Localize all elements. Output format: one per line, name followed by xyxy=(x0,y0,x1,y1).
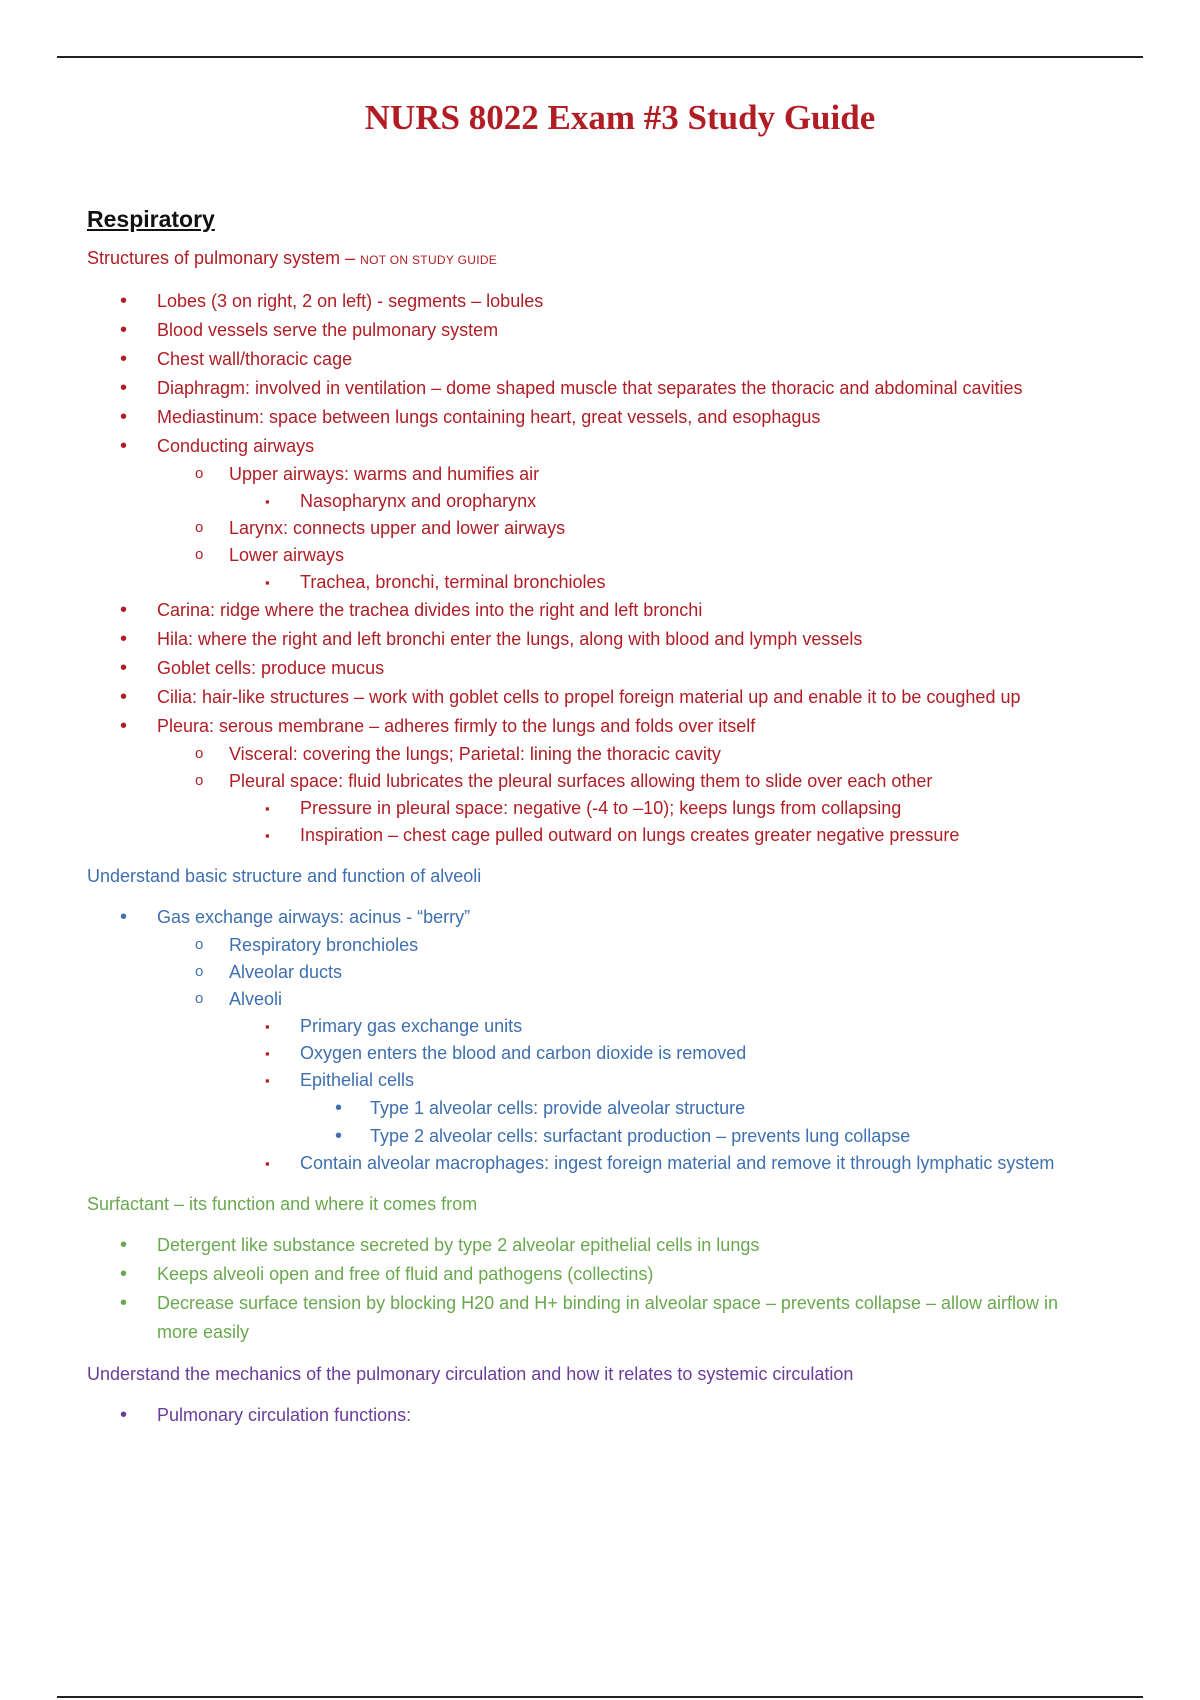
list-item: o Upper airways: warms and humifies air xyxy=(87,461,1147,488)
top-rule xyxy=(57,56,1143,58)
list-item: ▪ Nasopharynx and oropharynx xyxy=(87,488,1147,515)
surfactant-list xyxy=(87,1231,1147,1347)
list-item: • Mediastinum: space between lungs containing heart, great vessels, and esophagus xyxy=(87,403,1147,432)
list-item: • Conducting airways xyxy=(87,432,1147,461)
document-title: NURS 8022 Exam #3 Study Guide xyxy=(364,98,876,137)
list-item: ▪ Pressure in pleural space: negative (-4 to –10); keeps lungs from collapsing xyxy=(87,795,1147,822)
list-item: o Larynx: connects upper and lower airways xyxy=(87,515,1147,542)
list-item: o Alveolar ducts xyxy=(87,959,1147,986)
subhead-text: Structures of pulmonary system – xyxy=(87,248,356,268)
subhead-surfactant: Surfactant – its function and where it comes from xyxy=(87,1194,478,1214)
list-item: ▪ Epithelial cells xyxy=(87,1067,1147,1094)
list-item: o Visceral: covering the lungs; Parietal: lining the thoracic cavity xyxy=(87,741,1147,768)
subhead-circulation: Understand the mechanics of the pulmonary circulation and how it relates to systemic circulation xyxy=(87,1364,854,1384)
list-item: ▪ Oxygen enters the blood and carbon dioxide is removed xyxy=(87,1040,1147,1067)
list-item: • Hila: where the right and left bronchi enter the lungs, along with blood and lymph vessels xyxy=(87,625,1147,654)
circulation-list xyxy=(87,1401,1147,1430)
list-item: • Blood vessels serve the pulmonary system xyxy=(87,316,1147,345)
subhead-pulmonary-structures xyxy=(87,245,1147,273)
subhead-note: NOT ON STUDY GUIDE xyxy=(360,253,498,267)
list-item: • Chest wall/thoracic cage xyxy=(87,345,1147,374)
list-item: • Lobes (3 on right, 2 on left) - segments – lobules xyxy=(87,287,1147,316)
list-item: o Respiratory bronchioles xyxy=(87,932,1147,959)
list-item: ▪ Contain alveolar macrophages: ingest foreign material and remove it through lymphatic system xyxy=(87,1150,1147,1177)
list-item: • Pulmonary circulation functions: xyxy=(87,1401,1147,1430)
list-item-continuation: more easily xyxy=(157,1322,250,1342)
list-item: o Pleural space: fluid lubricates the pleural surfaces allowing them to slide over each other xyxy=(87,768,1147,795)
list-item: • Type 2 alveolar cells: surfactant production – prevents lung collapse xyxy=(87,1122,1147,1150)
list-item: • Gas exchange airways: acinus - “berry” xyxy=(87,903,1147,932)
list-item: • Cilia: hair-like structures – work with goblet cells to propel foreign material up and enable it to be coughed up xyxy=(87,683,1147,712)
list-item: • Goblet cells: produce mucus xyxy=(87,654,1147,683)
list-item: ▪ Trachea, bronchi, terminal bronchioles xyxy=(87,569,1147,596)
bottom-rule xyxy=(57,1696,1143,1698)
list-item: • Pleura: serous membrane – adheres firmly to the lungs and folds over itself xyxy=(87,712,1147,741)
list-item: ▪ Primary gas exchange units xyxy=(87,1013,1147,1040)
list-item: • Keeps alveoli open and free of fluid and pathogens (collectins) xyxy=(87,1260,1147,1289)
list-item: • Carina: ridge where the trachea divides into the right and left bronchi xyxy=(87,596,1147,625)
list-item: • Diaphragm: involved in ventilation – dome shaped muscle that separates the thoracic and abdominal cavities xyxy=(87,374,1147,403)
pulmonary-list xyxy=(87,287,1147,849)
section-heading-respiratory: Respiratory xyxy=(87,206,215,232)
list-item: • Detergent like substance secreted by type 2 alveolar epithelial cells in lungs xyxy=(87,1231,1147,1260)
document-body xyxy=(87,206,1147,1444)
list-item: o Lower airways xyxy=(87,542,1147,569)
list-item: • Decrease surface tension by blocking H20 and H+ binding in alveolar space – prevents collapse – allow airflow in more easily xyxy=(87,1289,1147,1347)
subhead-alveoli: Understand basic structure and function of alveoli xyxy=(87,866,482,886)
list-item: • Type 1 alveolar cells: provide alveolar structure xyxy=(87,1094,1147,1122)
alveoli-list xyxy=(87,903,1147,1177)
list-item: o Alveoli xyxy=(87,986,1147,1013)
list-item: ▪ Inspiration – chest cage pulled outward on lungs creates greater negative pressure xyxy=(87,822,1147,849)
